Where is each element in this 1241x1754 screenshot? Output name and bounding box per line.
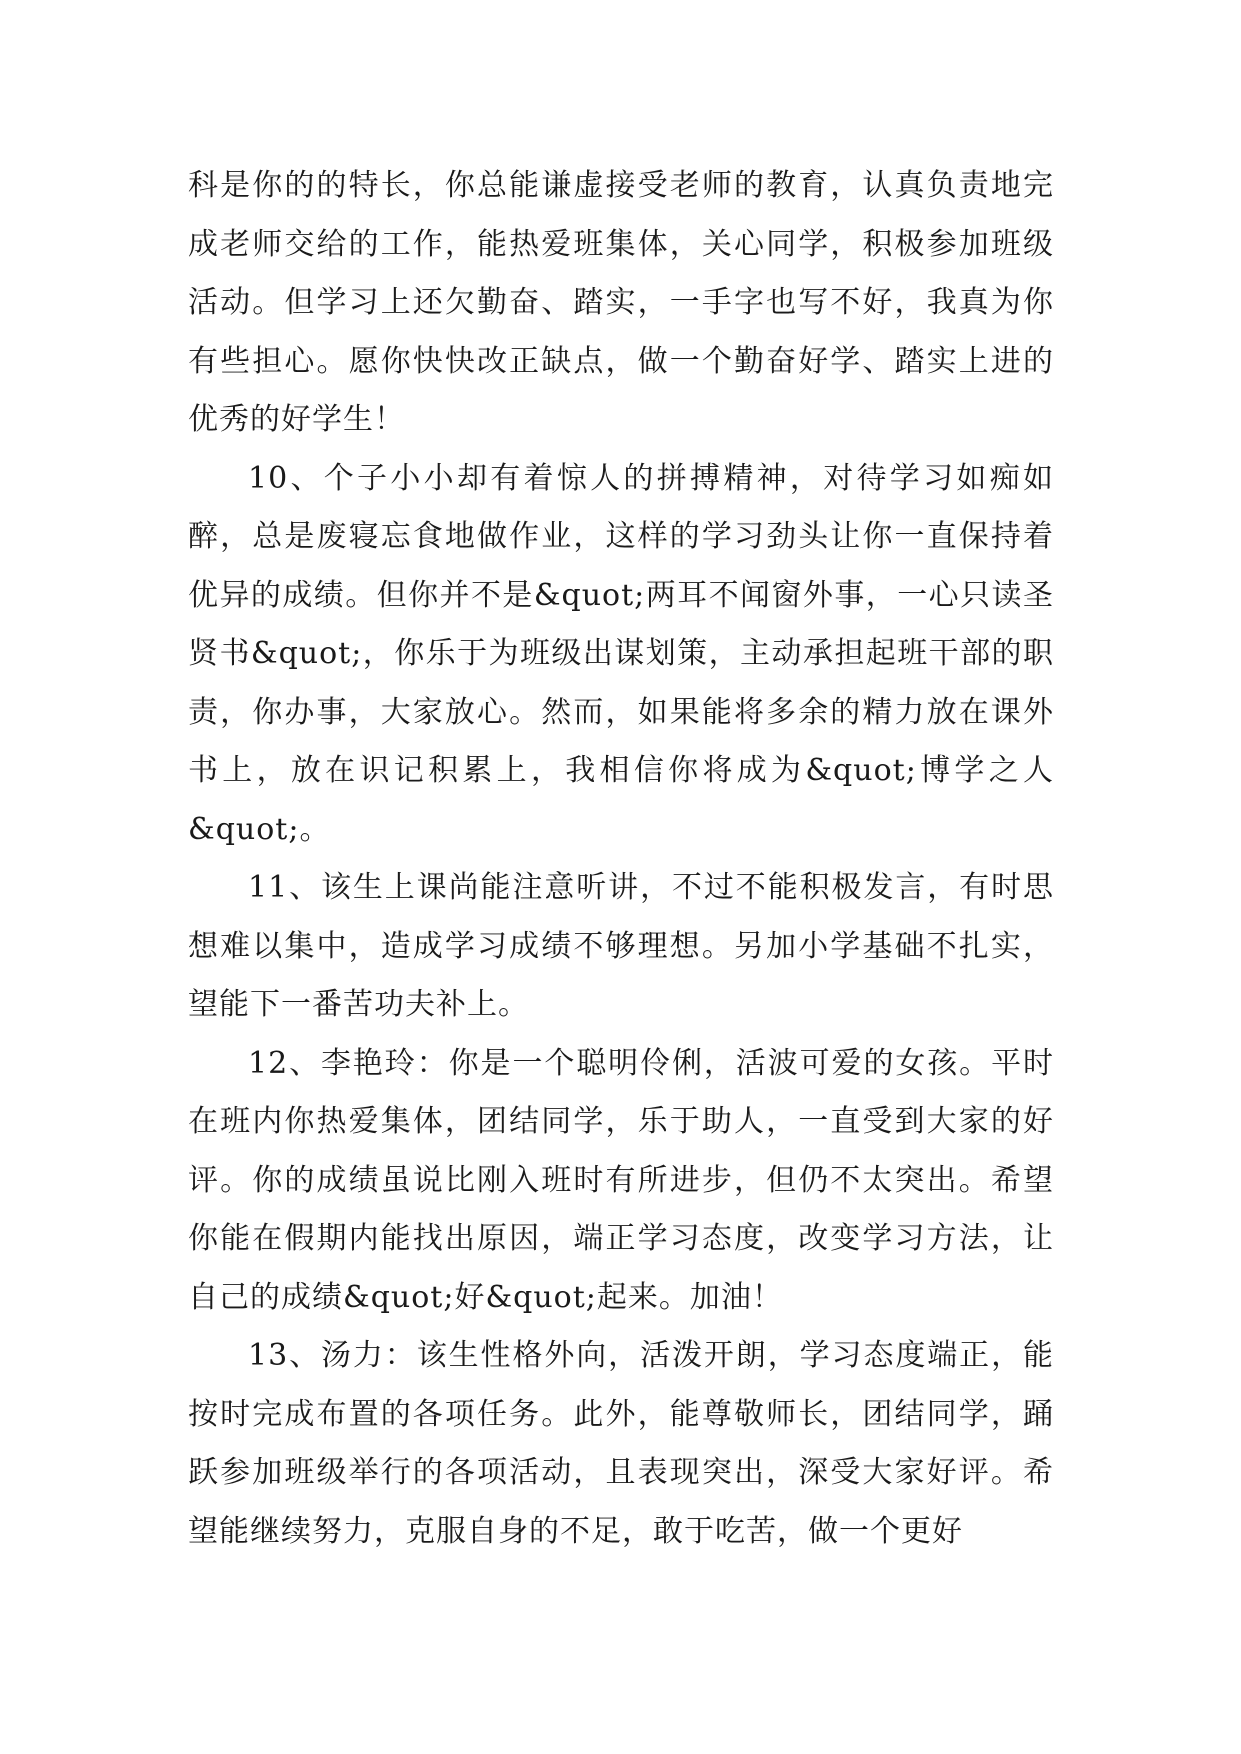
- paragraph-comment-10: 10、个子小小却有着惊人的拼搏精神，对待学习如痴如醉，总是废寝忘食地做作业，这样的学习劲头让你一直保持着优异的成绩。但你并不是&quot;两耳不闻窗外事，一心只读圣贤书&quot;，你乐于为班级出谋划策，主动承担起班干部的职责，你办事，大家放心。然而，如果能将多余的精力放在课外书上，放在识记积累上，我相信你将成为&quot;博学之人&quot;。: [188, 460, 1054, 847]
- paragraph-comment-13: 13、汤力：该生性格外向，活泼开朗，学习态度端正，能按时完成布置的各项任务。此外，能尊敬师长，团结同学，踊跃参加班级举行的各项活动，且表现突出，深受大家好评。希望能继续努力，克服自身的不足，敢于吃苦，做一个更好: [188, 1338, 1054, 1549]
- paragraph-continuation: 科是你的的特长，你总能谦虚接受老师的教育，认真负责地完成老师交给的工作，能热爱班集体，关心同学，积极参加班级活动。但学习上还欠勤奋、踏实，一手字也写不好，我真为你有些担心。愿你快快改正缺点，做一个勤奋好学、踏实上进的优秀的好学生！: [188, 168, 1054, 437]
- paragraph-comment-11: 11、该生上课尚能注意听讲，不过不能积极发言，有时思想难以集中，造成学习成绩不够理想。另加小学基础不扎实，望能下一番苦功夫补上。: [188, 870, 1054, 1022]
- document-body: [188, 157, 1054, 1561]
- paragraph-comment-12: 12、李艳玲：你是一个聪明伶俐，活波可爱的女孩。平时在班内你热爱集体，团结同学，乐于助人，一直受到大家的好评。你的成绩虽说比刚入班时有所进步，但仍不太突出。希望你能在假期内能找出原因，端正学习态度，改变学习方法，让自己的成绩&quot;好&quot;起来。加油！: [188, 1045, 1054, 1315]
